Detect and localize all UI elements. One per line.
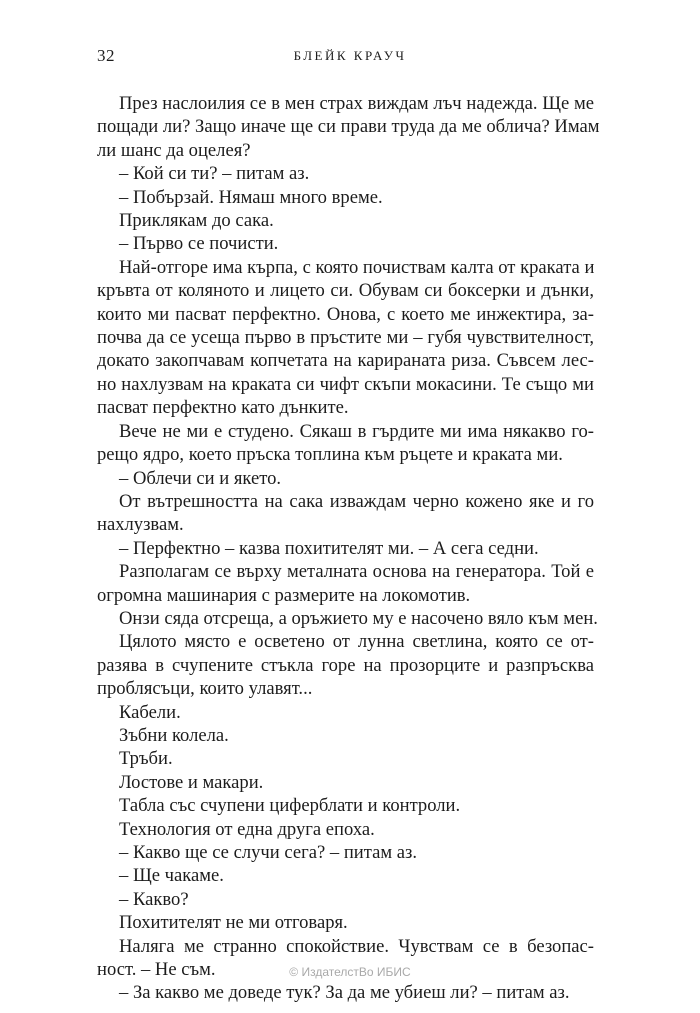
copyright-notice: © ИздателстВо ИБИС xyxy=(289,965,411,979)
text-line: Табла със счупени циферблати и контроли. xyxy=(119,795,461,817)
body-text xyxy=(97,92,600,1005)
paragraph xyxy=(97,888,594,911)
paragraph xyxy=(97,537,594,560)
text-line: – Кой си ти? – питам аз. xyxy=(119,163,310,185)
paragraph xyxy=(97,724,594,747)
paragraph xyxy=(97,747,594,770)
text-line: Най-отгоре има кърпа, с която почиствам калта от краката и xyxy=(119,256,595,278)
paragraph xyxy=(97,818,594,841)
paragraph xyxy=(97,911,594,934)
text-line: Технология от една друга епоха. xyxy=(119,818,375,840)
text-line: – Побързай. Нямаш много време. xyxy=(119,186,383,208)
text-line: Зъбни колела. xyxy=(119,724,229,746)
text-line: Лостове и макари. xyxy=(119,771,264,793)
text-line: – Какво ще се случи сега? – питам аз. xyxy=(119,842,417,863)
text-line: – Какво? xyxy=(119,888,189,910)
text-line: кръвта от коляното и лицето си. Обувам си боксерки и дънки, xyxy=(97,280,594,302)
text-line: – За какво ме доведе тук? За да ме убиеш ли? – питам аз. xyxy=(119,982,570,1004)
text-line: От вътрешността на сака изваждам черно кожено яке и го xyxy=(119,490,594,512)
paragraph xyxy=(97,232,594,255)
paragraph xyxy=(97,467,594,490)
paragraph xyxy=(97,607,598,630)
text-line: Вече не ми е студено. Сякаш в гърдите ми има някакво го- xyxy=(119,420,594,442)
text-line: Кабели. xyxy=(119,701,181,723)
paragraph xyxy=(97,864,594,887)
paragraph xyxy=(97,420,594,467)
paragraph xyxy=(97,771,594,794)
paragraph xyxy=(97,209,594,232)
paragraph xyxy=(97,490,594,537)
text-line: разява в счупените стъкла горе на прозорците и разпръсква xyxy=(97,654,594,676)
paragraph xyxy=(97,560,594,607)
text-line: Налягa ме странно спокойствие. Чувствам се в безопас- xyxy=(119,935,594,957)
running-head: БЛЕЙК КРАУЧ xyxy=(293,48,407,63)
text-line: Онзи сяда отсреща, а оръжието му е насочено вяло към мен. xyxy=(119,607,598,629)
text-line: – Ще чакаме. xyxy=(119,865,224,887)
text-line: Тръби. xyxy=(119,748,173,770)
paragraph xyxy=(97,841,594,864)
text-line: нахлузвам. xyxy=(97,514,184,536)
text-line: Приклякам до сака. xyxy=(119,210,274,232)
text-line: – Перфектно – казва похитителят ми. – А сега седни. xyxy=(119,537,539,559)
paragraph xyxy=(97,630,594,700)
text-line: – Първо се почисти. xyxy=(119,233,279,255)
text-line: но нахлузвам на краката си чифт скъпи мокасини. Те също ми xyxy=(97,373,594,395)
text-line: Цялото място е осветено от лунна светлина, която се от- xyxy=(119,631,594,653)
paragraph xyxy=(97,256,594,420)
text-line: докато закопчавам копчетата на карираната риза. Съвсем лес- xyxy=(97,350,594,372)
text-line: През наслоилия се в мен страх виждам лъч надежда. Ще ме xyxy=(119,93,594,114)
text-line: проблясъци, които улавят... xyxy=(97,678,313,700)
paragraph xyxy=(97,981,594,1004)
paragraph xyxy=(97,186,594,209)
text-line: пощади ли? Защо иначе ще си прави труда да ме облича? Имам xyxy=(97,116,600,138)
paragraph xyxy=(97,92,600,162)
text-line: които ми пасват перфектно. Онова, с което ме инжектира, за- xyxy=(97,303,594,325)
text-line: Похитителят не ми отговаря. xyxy=(119,912,348,934)
text-line: огромна машинария с размерите на локомотив. xyxy=(97,584,471,606)
paragraph xyxy=(97,701,594,724)
text-line: – Облечи си и якето. xyxy=(119,467,282,489)
page-number: 32 xyxy=(97,46,115,65)
text-line: пасват перфектно като дънките. xyxy=(97,397,349,419)
text-line: ност. – Не съм. xyxy=(97,959,216,981)
paragraph xyxy=(97,794,594,817)
text-line: рещо ядро, което пръска топлина към ръцете и краката ми. xyxy=(97,444,563,466)
text-line: почва да се усеща първо в пръстите ми – губя чувствителност, xyxy=(97,327,594,349)
paragraph xyxy=(97,162,594,185)
text-line: Разполагам се върху металната основа на генератора. Той е xyxy=(119,561,594,583)
text-line: ли шанс да оцелея? xyxy=(97,139,251,161)
